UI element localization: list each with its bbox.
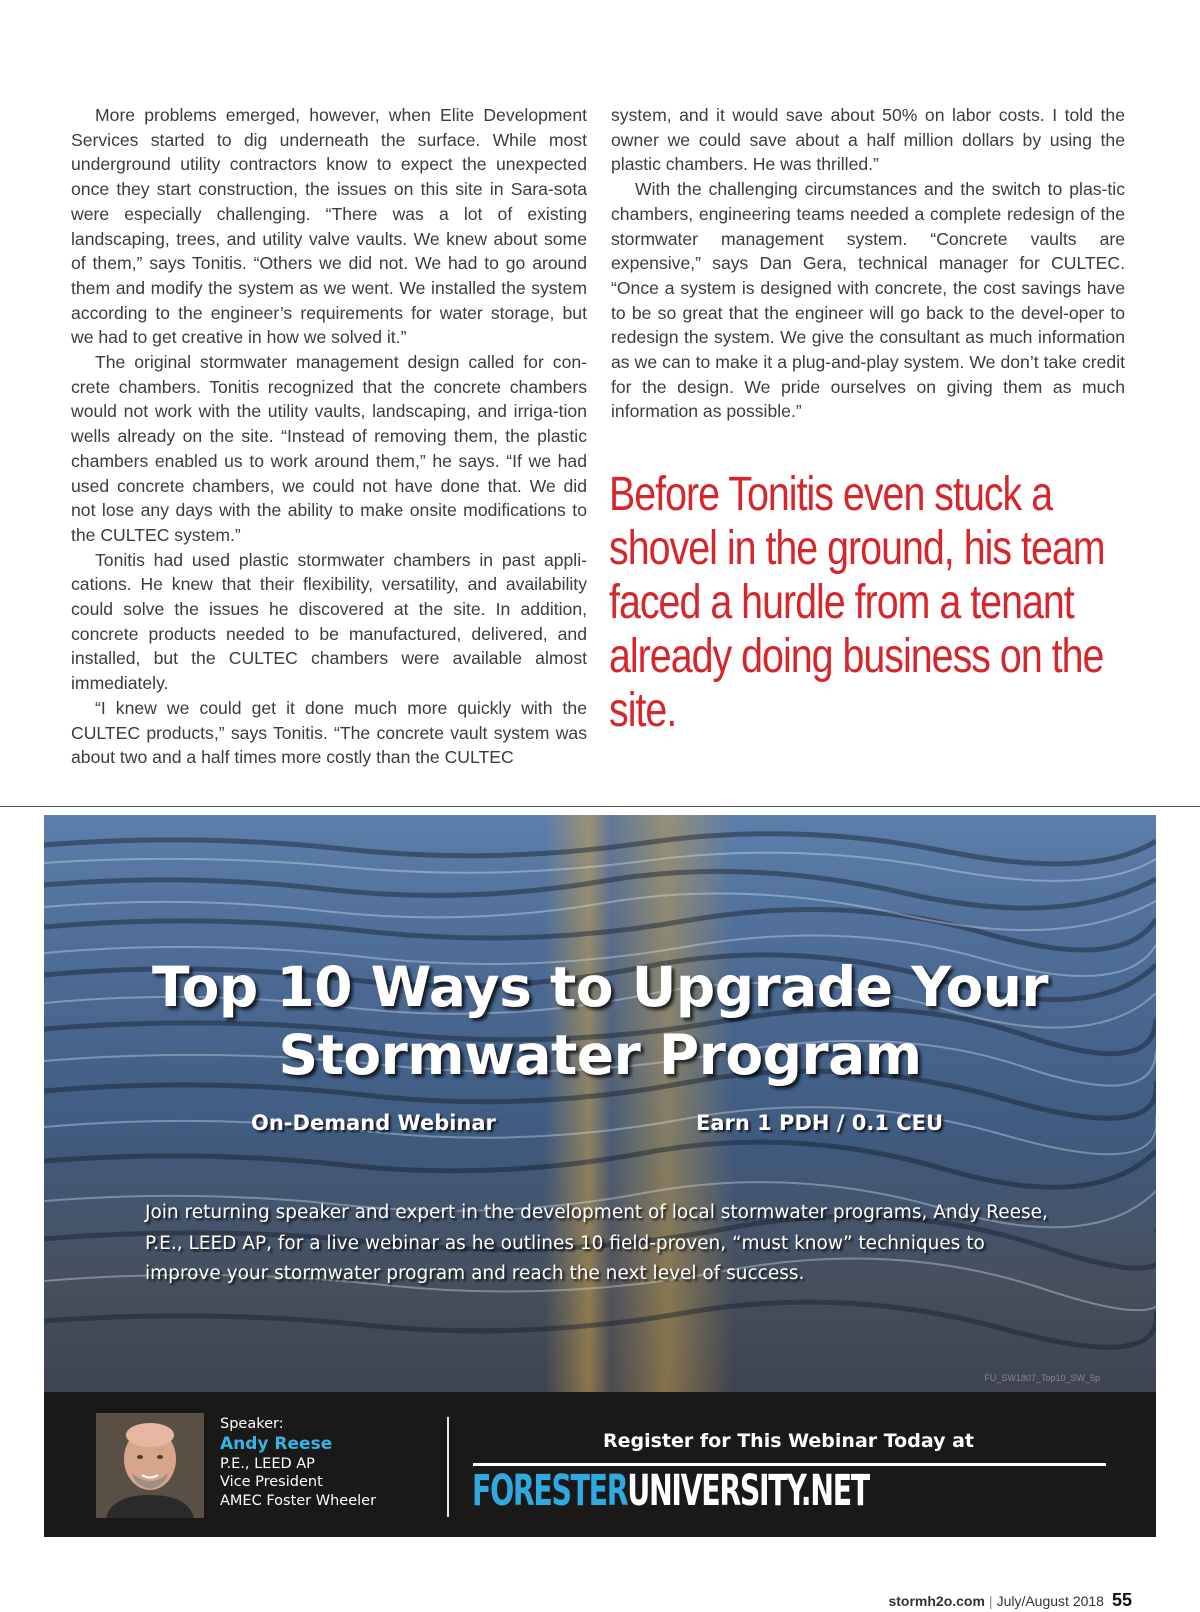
webinar-format: On-Demand Webinar	[251, 1111, 496, 1135]
url-part-university[interactable]: UNIVERSITY.NET	[627, 1466, 869, 1516]
speaker-title: Vice President	[220, 1474, 323, 1490]
register-link[interactable]	[472, 1467, 1106, 1515]
url-part-forester[interactable]: FORESTER	[472, 1466, 628, 1516]
webinar-credits: Earn 1 PDH / 0.1 CEU	[696, 1111, 944, 1135]
flooded-road-photo	[44, 815, 1156, 1392]
speaker-info	[220, 1415, 376, 1510]
speaker-label: Speaker:	[220, 1416, 284, 1432]
footer-separator: |	[988, 1593, 993, 1609]
article-paragraph: Tonitis had used plastic stormwater chambers in past appli-cations. He knew that their flexibility, versatility, and availability could solve the issues he discovered at the site. In addition, concrete products needed to be manufactured, delivered, and installed, but the CULTEC chambers were available almost immediately.	[71, 549, 587, 694]
speaker-photo	[96, 1413, 204, 1518]
webinar-title-line: Top 10 Ways to Upgrade Your	[151, 955, 1049, 1019]
article-paragraph: With the challenging circumstances and the switch to plas-tic chambers, engineering teams needed a complete redesign of the stormwater management system. “Concrete vaults are expensive,” says Dan Gera, technical manager for CULTEC. “Once a system is designed with concrete, the cost savings have to be so great that the engineer will go back to the devel-oper to redesign the system. We give the consultant as much information as we can to make it a plug-and-play system. We don’t take credit for the design. We pride ourselves on giving them as much information as possible.”	[611, 179, 1125, 422]
speaker-portrait-graphic	[96, 1413, 204, 1518]
page-number: 55	[1111, 1590, 1132, 1610]
speaker-company: AMEC Foster Wheeler	[220, 1492, 377, 1509]
webinar-title	[44, 953, 1156, 1089]
ad-code: FU_SW1807_Top10_SW_5p	[984, 1373, 1100, 1383]
article-paragraph: “I knew we could get it done much more quickly with the CULTEC products,” says Tonitis. “The concrete vault system was about two and a half times more costly than the CULTEC	[71, 697, 587, 768]
water-ripples-graphic	[44, 815, 1156, 1392]
footer-issue: July/August 2018	[996, 1593, 1104, 1609]
section-divider	[0, 806, 1200, 807]
footer-site: stormh2o.com	[888, 1593, 985, 1609]
article-column-left	[71, 103, 587, 770]
register-prompt: Register for This Webinar Today at	[603, 1430, 974, 1452]
webinar-description: Join returning speaker and expert in the development of local stormwater programs, Andy Reese, P.E., LEED AP, for a live webinar as he outlines 10 field-proven, “must know” techniques to improve your stormwater program and reach the next level of success.	[145, 1202, 1048, 1284]
article-paragraph: More problems emerged, however, when Elite Development Services started to dig underneath the surface. While most underground utility contractors know to expect the unexpected once they start construction, the issues on this site in Sara-sota were especially challenging. “There was a lot of existing landscaping, trees, and utility valve vaults. We knew about some of them,” says Tonitis. “Others we did not. We had to go around them and modify the system as we went. We installed the system according to the engineer’s requirements for water storage, but we had to get creative in how we solved it.”	[71, 105, 587, 348]
speaker-credentials: P.E., LEED AP	[220, 1455, 315, 1472]
vertical-divider	[447, 1417, 449, 1517]
pull-quote: Before Tonitis even stuck a shovel in the ground, his team faced a hurdle from a tenant already doing business on the site.	[609, 468, 1105, 737]
article-paragraph: The original stormwater management design called for con-crete chambers. Tonitis recognized that the concrete chambers would not work with the utility vaults, landscaping, and irriga-tion wells already on the site. “Instead of removing them, the plastic chambers enabled us to work around them,” he says. “If we had used concrete chambers, we could not have done that. We did not lose any days with the ability to make onsite modifications to the CULTEC system.”	[71, 352, 587, 545]
page-footer	[888, 1591, 1132, 1610]
article-paragraph: system, and it would save about 50% on labor costs. I told the owner we could save about a half million dollars by using the plastic chambers. He was thrilled.”	[611, 105, 1125, 175]
speaker-name: Andy Reese	[220, 1433, 333, 1454]
ad-footer-bar	[44, 1392, 1156, 1537]
article-column-right	[611, 103, 1125, 424]
webinar-title-line: Stormwater Program	[278, 1023, 922, 1087]
webinar-ad[interactable]	[44, 815, 1156, 1537]
